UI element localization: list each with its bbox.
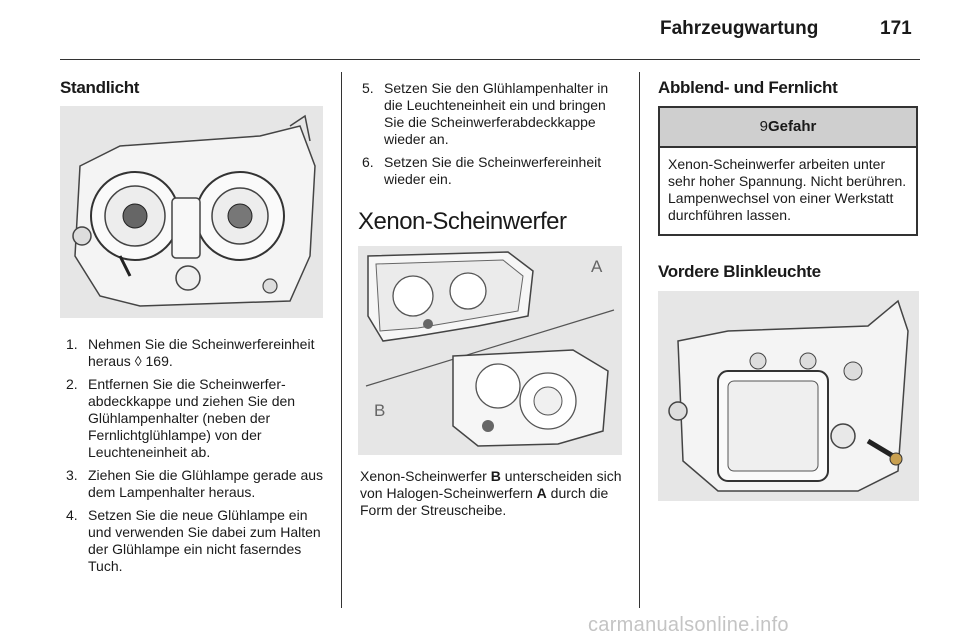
figure-headlamp-rear bbox=[60, 106, 323, 318]
figure-xenon-comparison bbox=[358, 246, 622, 455]
step-item: 4. Setzen Sie die neue Glühlampe ein und verwenden Sie dabei zum Halten der Glühlampe ein nicht faserndes Tuch. bbox=[66, 507, 321, 574]
header-rule bbox=[60, 59, 920, 60]
column-divider-right bbox=[639, 72, 640, 608]
step-item: 6. Setzen Sie die Scheinwerfereinheit wieder ein. bbox=[362, 154, 602, 187]
danger-box bbox=[658, 106, 918, 236]
figure-label-a: A bbox=[591, 257, 603, 276]
steps-list-middle bbox=[362, 80, 626, 194]
headlamp-rear-illustration bbox=[60, 106, 323, 318]
page-number: 171 bbox=[880, 18, 912, 39]
danger-text: Xenon-Scheinwerfer arbeiten unter sehr hoher Spannung. Nicht berühren. Lampenwechsel von einer Werkstatt durchführen lassen. bbox=[668, 156, 907, 223]
step-item: 5. Setzen Sie den Glühlampenhalter in die Leuchteneinheit ein und bringen Sie die Scheinwerferabdeckkappe wieder an. bbox=[362, 80, 609, 147]
column-divider-left bbox=[341, 72, 342, 608]
step-item: 1. Nehmen Sie die Scheinwerfereinheit heraus ◊ 169. bbox=[66, 336, 315, 369]
section-heading-xenon: Xenon-Scheinwerfer bbox=[358, 208, 567, 235]
section-heading-standlicht: Standlicht bbox=[60, 78, 140, 97]
danger-header bbox=[660, 108, 916, 148]
figure-label-b: B bbox=[374, 401, 386, 420]
danger-title: Gefahr bbox=[767, 118, 817, 135]
step-item: 3. Ziehen Sie die Glühlampe gerade aus dem Lampenhalter heraus. bbox=[66, 467, 324, 500]
section-heading-abblendlicht: Abblend- und Fernlicht bbox=[658, 78, 838, 97]
turn-signal-illustration bbox=[658, 291, 919, 501]
xenon-caption: Xenon-Scheinwerfer B unterscheiden sich von Halogen-Scheinwerfern A durch die Form der Streuscheibe. bbox=[360, 468, 622, 518]
xenon-comparison-illustration bbox=[358, 246, 622, 455]
steps-list-left bbox=[66, 336, 328, 581]
step-item: 2. Entfernen Sie die Scheinwerferabdeckkappe und ziehen Sie den Glühlampenhalter (neben der Fernlichtglühlampe) von der Leuchteneinheit ab. bbox=[66, 376, 296, 460]
warning-triangle-icon: 9 bbox=[759, 118, 768, 135]
figure-turn-signal bbox=[658, 291, 919, 501]
running-header-title: Fahrzeugwartung bbox=[660, 18, 819, 39]
watermark-text: carmanualsonline.info bbox=[588, 614, 789, 636]
section-heading-blinkleuchte: Vordere Blinkleuchte bbox=[658, 262, 821, 281]
